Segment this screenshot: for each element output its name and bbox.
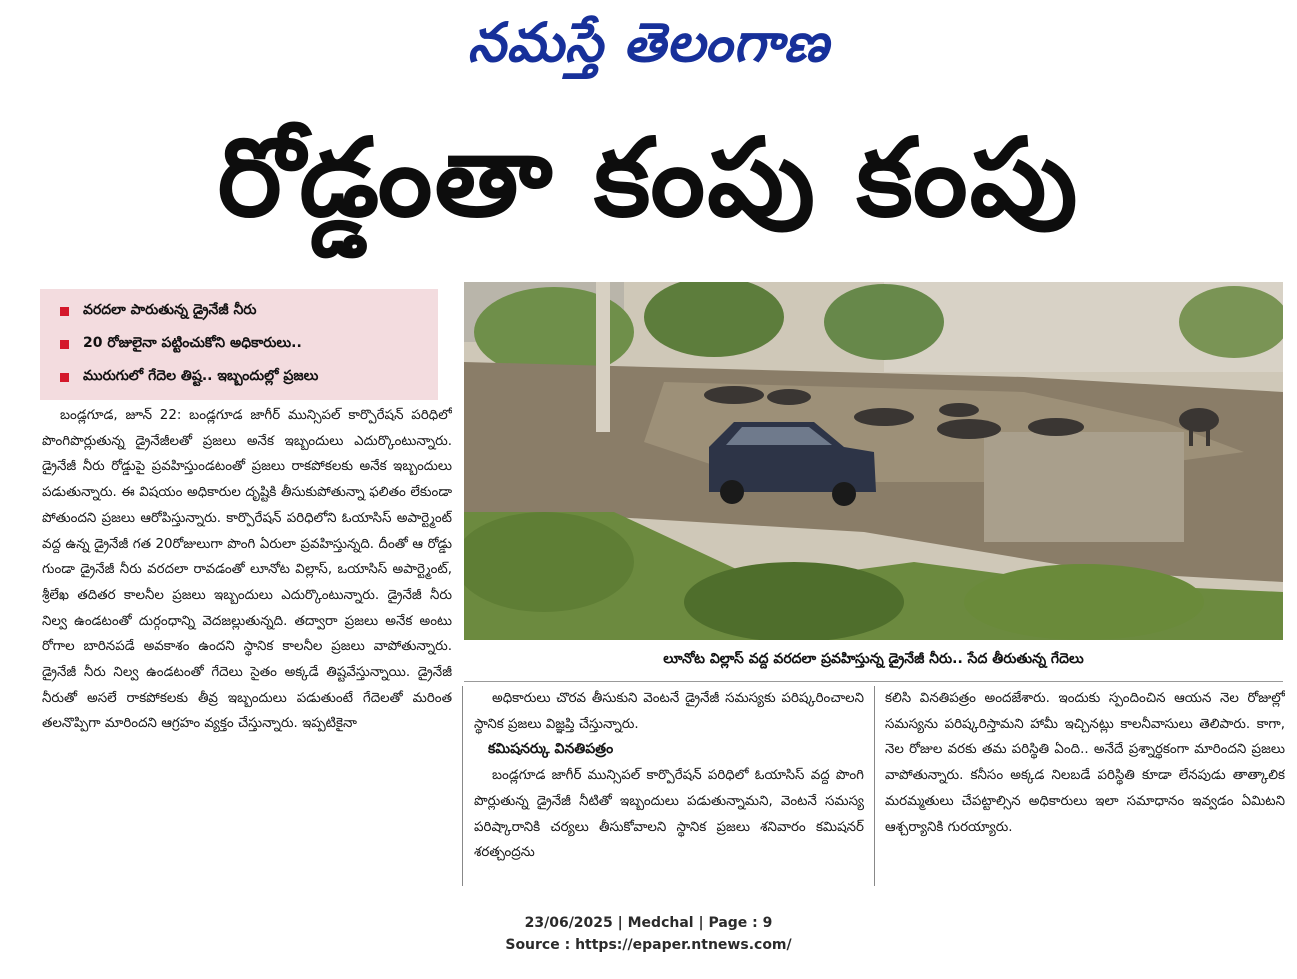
highlights-box	[40, 289, 438, 400]
bullet-square-icon	[60, 373, 69, 382]
highlight-item	[48, 328, 430, 361]
newspaper-logo: నమస్తే తెలంగాణ	[467, 10, 830, 74]
highlight-text: వరదలా పారుతున్న డ్రైనేజీ నీరు	[83, 302, 257, 318]
article-column-3: కలిసి వినతిపత్రం అందజేశారు. ఇందుకు స్పందించిన ఆయన నెల రోజుల్లో సమస్యను పరిష్కరిస్తామని హామీ ఇచ్చినట్లు కాలనీవాసులు తెలిపారు. కాగా, నెల రోజుల వరకు తమ పరిస్థితి ఏంది.. అనేదే ప్రశ్నార్థకంగా మారిందని ప్రజలు వాపోతున్నారు. కనీసం అక్కడ నిలబడే పరిస్థితి కూడా లేనపుడు తాత్కాలిక మరమ్మతులు చేపట్టాల్సిన అధికారులు ఇలా సమాధానం ఇవ్వడం ఏమిటని ఆశ్చర్యానికి గురయ్యారు.	[885, 691, 1285, 835]
article-paragraph: బండ్లగూడ జాగీర్ మున్సిపల్ కార్పొరేషన్ పరిధిలో ఓయాసిస్ వద్ద పొంగి పొర్లుతున్న డ్రైనేజీ నీటితో ఇబ్బందులు పడుతున్నామని, వెంటనే సమస్య పరిష్కారానికి చర్యలు తీసుకోవాలని స్థానిక ప్రజలు శనివారం కమిషనర్ శరత్చంద్రను	[474, 768, 864, 861]
column-divider	[462, 686, 463, 886]
photo-caption: లూనోట విల్లాస్ వద్ద వరదలా ప్రవహిస్తున్న డ్రైనేజీ నీరు.. సేద తీరుతున్న గేదెలు	[663, 650, 1084, 667]
masthead	[0, 0, 1297, 98]
news-photo	[464, 282, 1283, 640]
highlight-item	[48, 295, 430, 328]
article-paragraph: అధికారులు చొరవ తీసుకుని వెంటనే డ్రైనేజీ సమస్యకు పరిష్కరించాలని స్థానిక ప్రజలు విజ్ఞప్తి చేస్తున్నారు.	[474, 691, 864, 732]
article-column-1: బండ్లగూడ, జూన్ 22: బండ్లగూడ జాగీర్ మున్సిపల్ కార్పొరేషన్ పరిధిలో పొంగిపొర్లుతున్న డ్రైనేజీలతో ప్రజలు అనేక ఇబ్బందులు ఎదుర్కొంటున్నారు. డ్రైనేజీ నీరు రోడ్డుపై ప్రవహిస్తుండటంతో ప్రజలు రాకపోకలకు అనేక ఇబ్బందులు పడుతున్నారు. ఈ విషయం అధికారుల దృష్టికి తీసుకుపోతున్నా ఫలితం లేకుండా పోతుందని ప్రజలు ఆరోపిస్తున్నారు. కార్పొరేషన్ పరిధిలోని ఓయాసిస్ అపార్ట్మెంట్ వద్ద ఉన్న డ్రైనేజీ గత 20రోజులుగా పొంగి ఏరులా ప్రవహిస్తున్నది. దీంతో ఆ రోడ్డు గుండా డ్రైనేజీ నీరు వరదలా రావడంతో లూనోట విల్లాస్, ఒయాసిస్ అపార్ట్మెంట్, శ్రీలేఖ తదితర కాలనీల ప్రజలు ఇబ్బందులు ఎదుర్కొంటున్నారు. డ్రైనేజీ నీరు నిల్వ ఉండటంతో దుర్గంధాన్ని వెదజల్లుతున్నది. తద్వారా ప్రజలు అనేక అంటు రోగాల బారినపడే అవకాశం ఉందని స్థానిక కాలనీల ప్రజలు వాపోతున్నారు. డ్రైనేజీ నీరు నిల్వ ఉండటంతో గేదెలు సైతం అక్కడే తిష్టవేస్తున్నాయి. డ్రైనేజీ నీరుతో అసలే రాకపోకలకు తీవ్ర ఇబ్బందులు పడుతుంటే గేదెలతో మరింత తలనొప్పిగా మారిందని ఆగ్రహం వ్యక్తం చేస్తున్నారు. ఇప్పటికైనా	[42, 408, 452, 732]
bullet-square-icon	[60, 340, 69, 349]
caption-rule	[464, 681, 1283, 682]
highlight-text: 20 రోజులైనా పట్టించుకోని అధికారులు..	[83, 335, 302, 351]
highlight-item	[48, 361, 430, 394]
column-divider	[874, 686, 875, 886]
highlight-text: మురుగులో గేదెల తిష్ట.. ఇబ్బందుల్లో ప్రజలు	[83, 368, 319, 384]
article-subhead: కమిషనర్కు వినతిపత్రం	[488, 741, 614, 758]
footer	[0, 912, 1297, 956]
footer-source: Source : https://epaper.ntnews.com/	[505, 937, 792, 953]
photo-flooded-road-icon	[464, 282, 1283, 640]
bullet-square-icon	[60, 307, 69, 316]
headline	[20, 102, 1277, 282]
headline-text: రోడ్డంతా కంపు కంపు	[217, 116, 1080, 241]
article-column-2	[474, 686, 864, 886]
footer-edition-info: 23/06/2025 | Medchal | Page : 9	[524, 915, 773, 931]
